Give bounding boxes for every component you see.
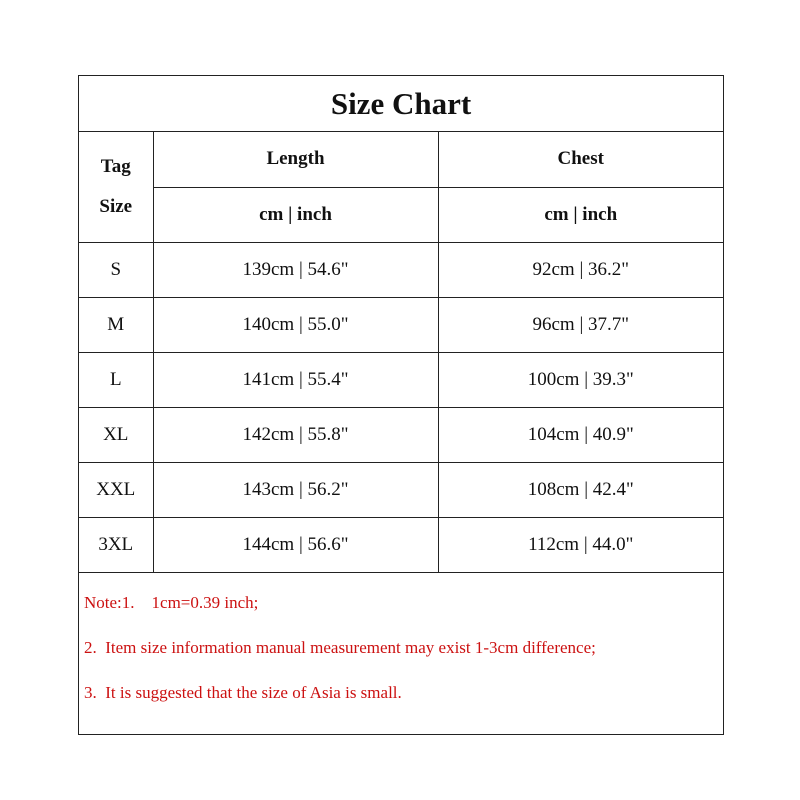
length-header: Length — [153, 132, 438, 187]
chest-cell: 92cm | 36.2" — [438, 242, 723, 297]
table-row — [79, 407, 723, 462]
chest-cell: 100cm | 39.3" — [438, 352, 723, 407]
unit-row — [79, 187, 723, 242]
chest-cell: 96cm | 37.7" — [438, 297, 723, 352]
tag-size-header-line2: Size — [99, 195, 133, 217]
table-row — [79, 242, 723, 297]
size-cell: S — [79, 242, 153, 297]
size-cell: XXL — [79, 462, 153, 517]
tag-size-header — [79, 132, 153, 242]
size-table — [79, 132, 723, 573]
table-row — [79, 462, 723, 517]
length-unit-header: cm | inch — [153, 187, 438, 242]
note-line: Note:1. 1cm=0.39 inch; — [84, 593, 259, 612]
chest-unit-header: cm | inch — [438, 187, 723, 242]
size-cell: 3XL — [79, 517, 153, 572]
size-chart-title: Size Chart — [79, 76, 723, 132]
chest-header: Chest — [438, 132, 723, 187]
chest-cell: 108cm | 42.4" — [438, 462, 723, 517]
chest-cell: 112cm | 44.0" — [438, 517, 723, 572]
table-row — [79, 517, 723, 572]
length-cell: 143cm | 56.2" — [153, 462, 438, 517]
length-cell: 141cm | 55.4" — [153, 352, 438, 407]
table-row — [79, 297, 723, 352]
note-line: 2. Item size information manual measurement may exist 1-3cm difference; — [84, 638, 596, 657]
notes-section — [79, 580, 723, 715]
tag-size-header-line1: Tag — [100, 155, 131, 177]
note-line: 3. It is suggested that the size of Asia is small. — [84, 683, 402, 702]
size-cell: XL — [79, 407, 153, 462]
chest-cell: 104cm | 40.9" — [438, 407, 723, 462]
size-cell: M — [79, 297, 153, 352]
size-cell: L — [79, 352, 153, 407]
size-chart-sheet — [78, 75, 724, 735]
length-cell: 140cm | 55.0" — [153, 297, 438, 352]
header-row — [79, 132, 723, 187]
length-cell: 144cm | 56.6" — [153, 517, 438, 572]
length-cell: 142cm | 55.8" — [153, 407, 438, 462]
length-cell: 139cm | 54.6" — [153, 242, 438, 297]
table-row — [79, 352, 723, 407]
